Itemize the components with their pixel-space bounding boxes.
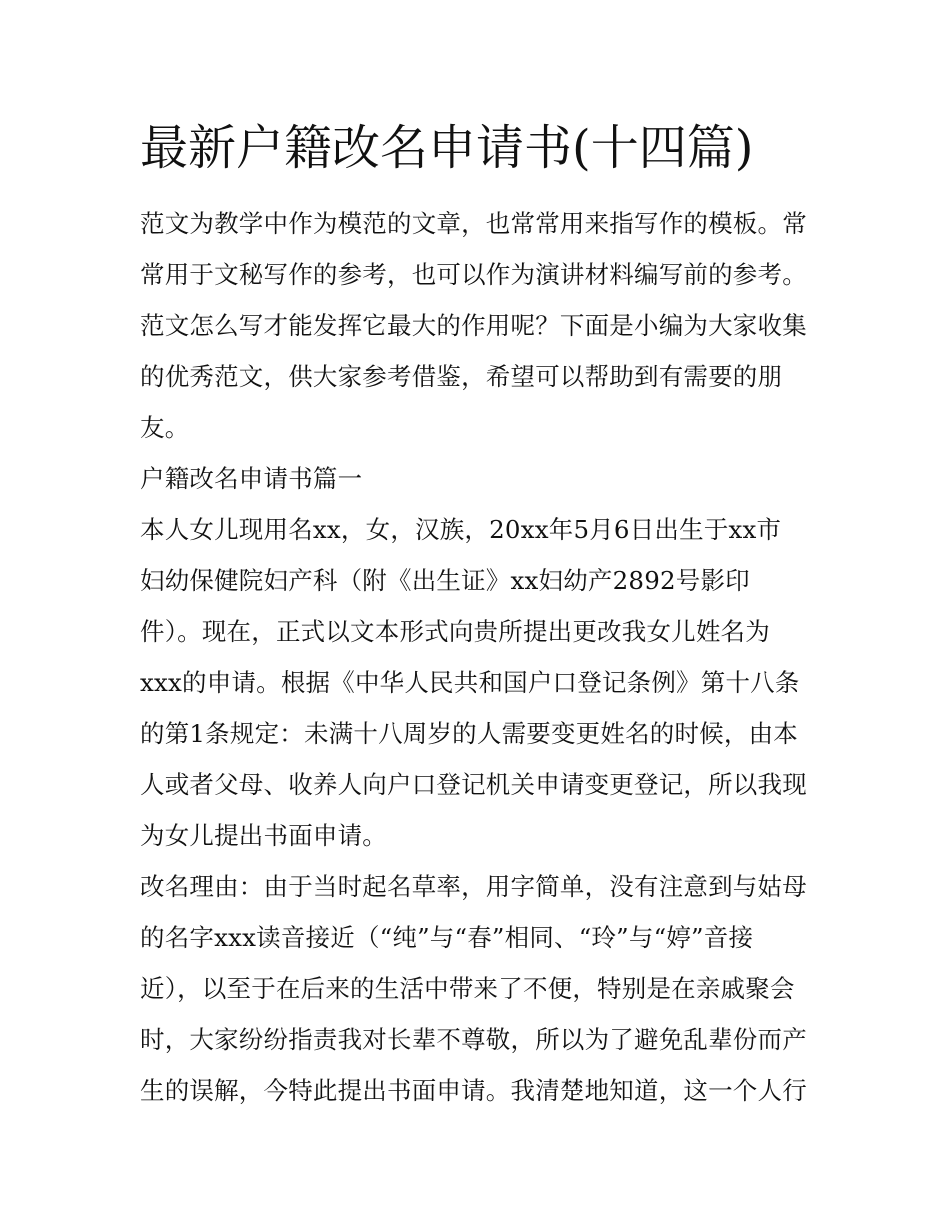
body-line: 人或者父母、收养人向户口登记机关申请变更登记，所以我现 (140, 770, 807, 799)
body-line: 的第1条规定：未满十八周岁的人需要变更姓名的时候，由本 (140, 719, 798, 748)
body-line: 的名字xxx读音接近（“纯”与“春”相同、“玲”与“婷”音接 (140, 923, 754, 952)
body-line: xxx的申请。根据《中华人民共和国户口登记条例》第十八条 (140, 668, 800, 697)
body-line: 近），以至于在后来的生活中带来了不便，特别是在亲戚聚会 (140, 974, 795, 1003)
body-line: 为女儿提出书面申请。 (140, 821, 387, 850)
body-line: 时，大家纷纷指责我对长辈不尊敬，所以为了避免乱辈份而产 (140, 1025, 807, 1054)
body-line: 范文为教学中作为模范的文章，也常常用来指写作的模板。常 (140, 209, 807, 238)
body-line: 友。 (140, 413, 190, 442)
body-line: 的优秀范文，供大家参考借鉴，希望可以帮助到有需要的朋 (140, 362, 783, 391)
body-line: 妇幼保健院妇产科（附《出生证》xx妇幼产2892号影印 (140, 566, 750, 595)
body-line: 常用于文秘写作的参考，也可以作为演讲材料编写前的参考。 (140, 260, 807, 289)
body-line: 本人女儿现用名xx，女，汉族，20xx年5月6日出生于xx市 (140, 515, 782, 544)
body-line: 件）。现在，正式以文本形式向贵所提出更改我女儿姓名为 (140, 617, 770, 646)
document-body (140, 198, 820, 1116)
body-line: 范文怎么写才能发挥它最大的作用呢？下面是小编为大家收集 (140, 311, 807, 340)
document-title: 最新户籍改名申请书(十四篇) (140, 120, 754, 176)
body-line: 生的误解，今特此提出书面申请。我清楚地知道，这一个人行 (140, 1076, 807, 1105)
section-heading: 户籍改名申请书篇一 (140, 464, 363, 493)
body-line: 改名理由：由于当时起名草率，用字简单，没有注意到与姑母 (140, 872, 807, 901)
